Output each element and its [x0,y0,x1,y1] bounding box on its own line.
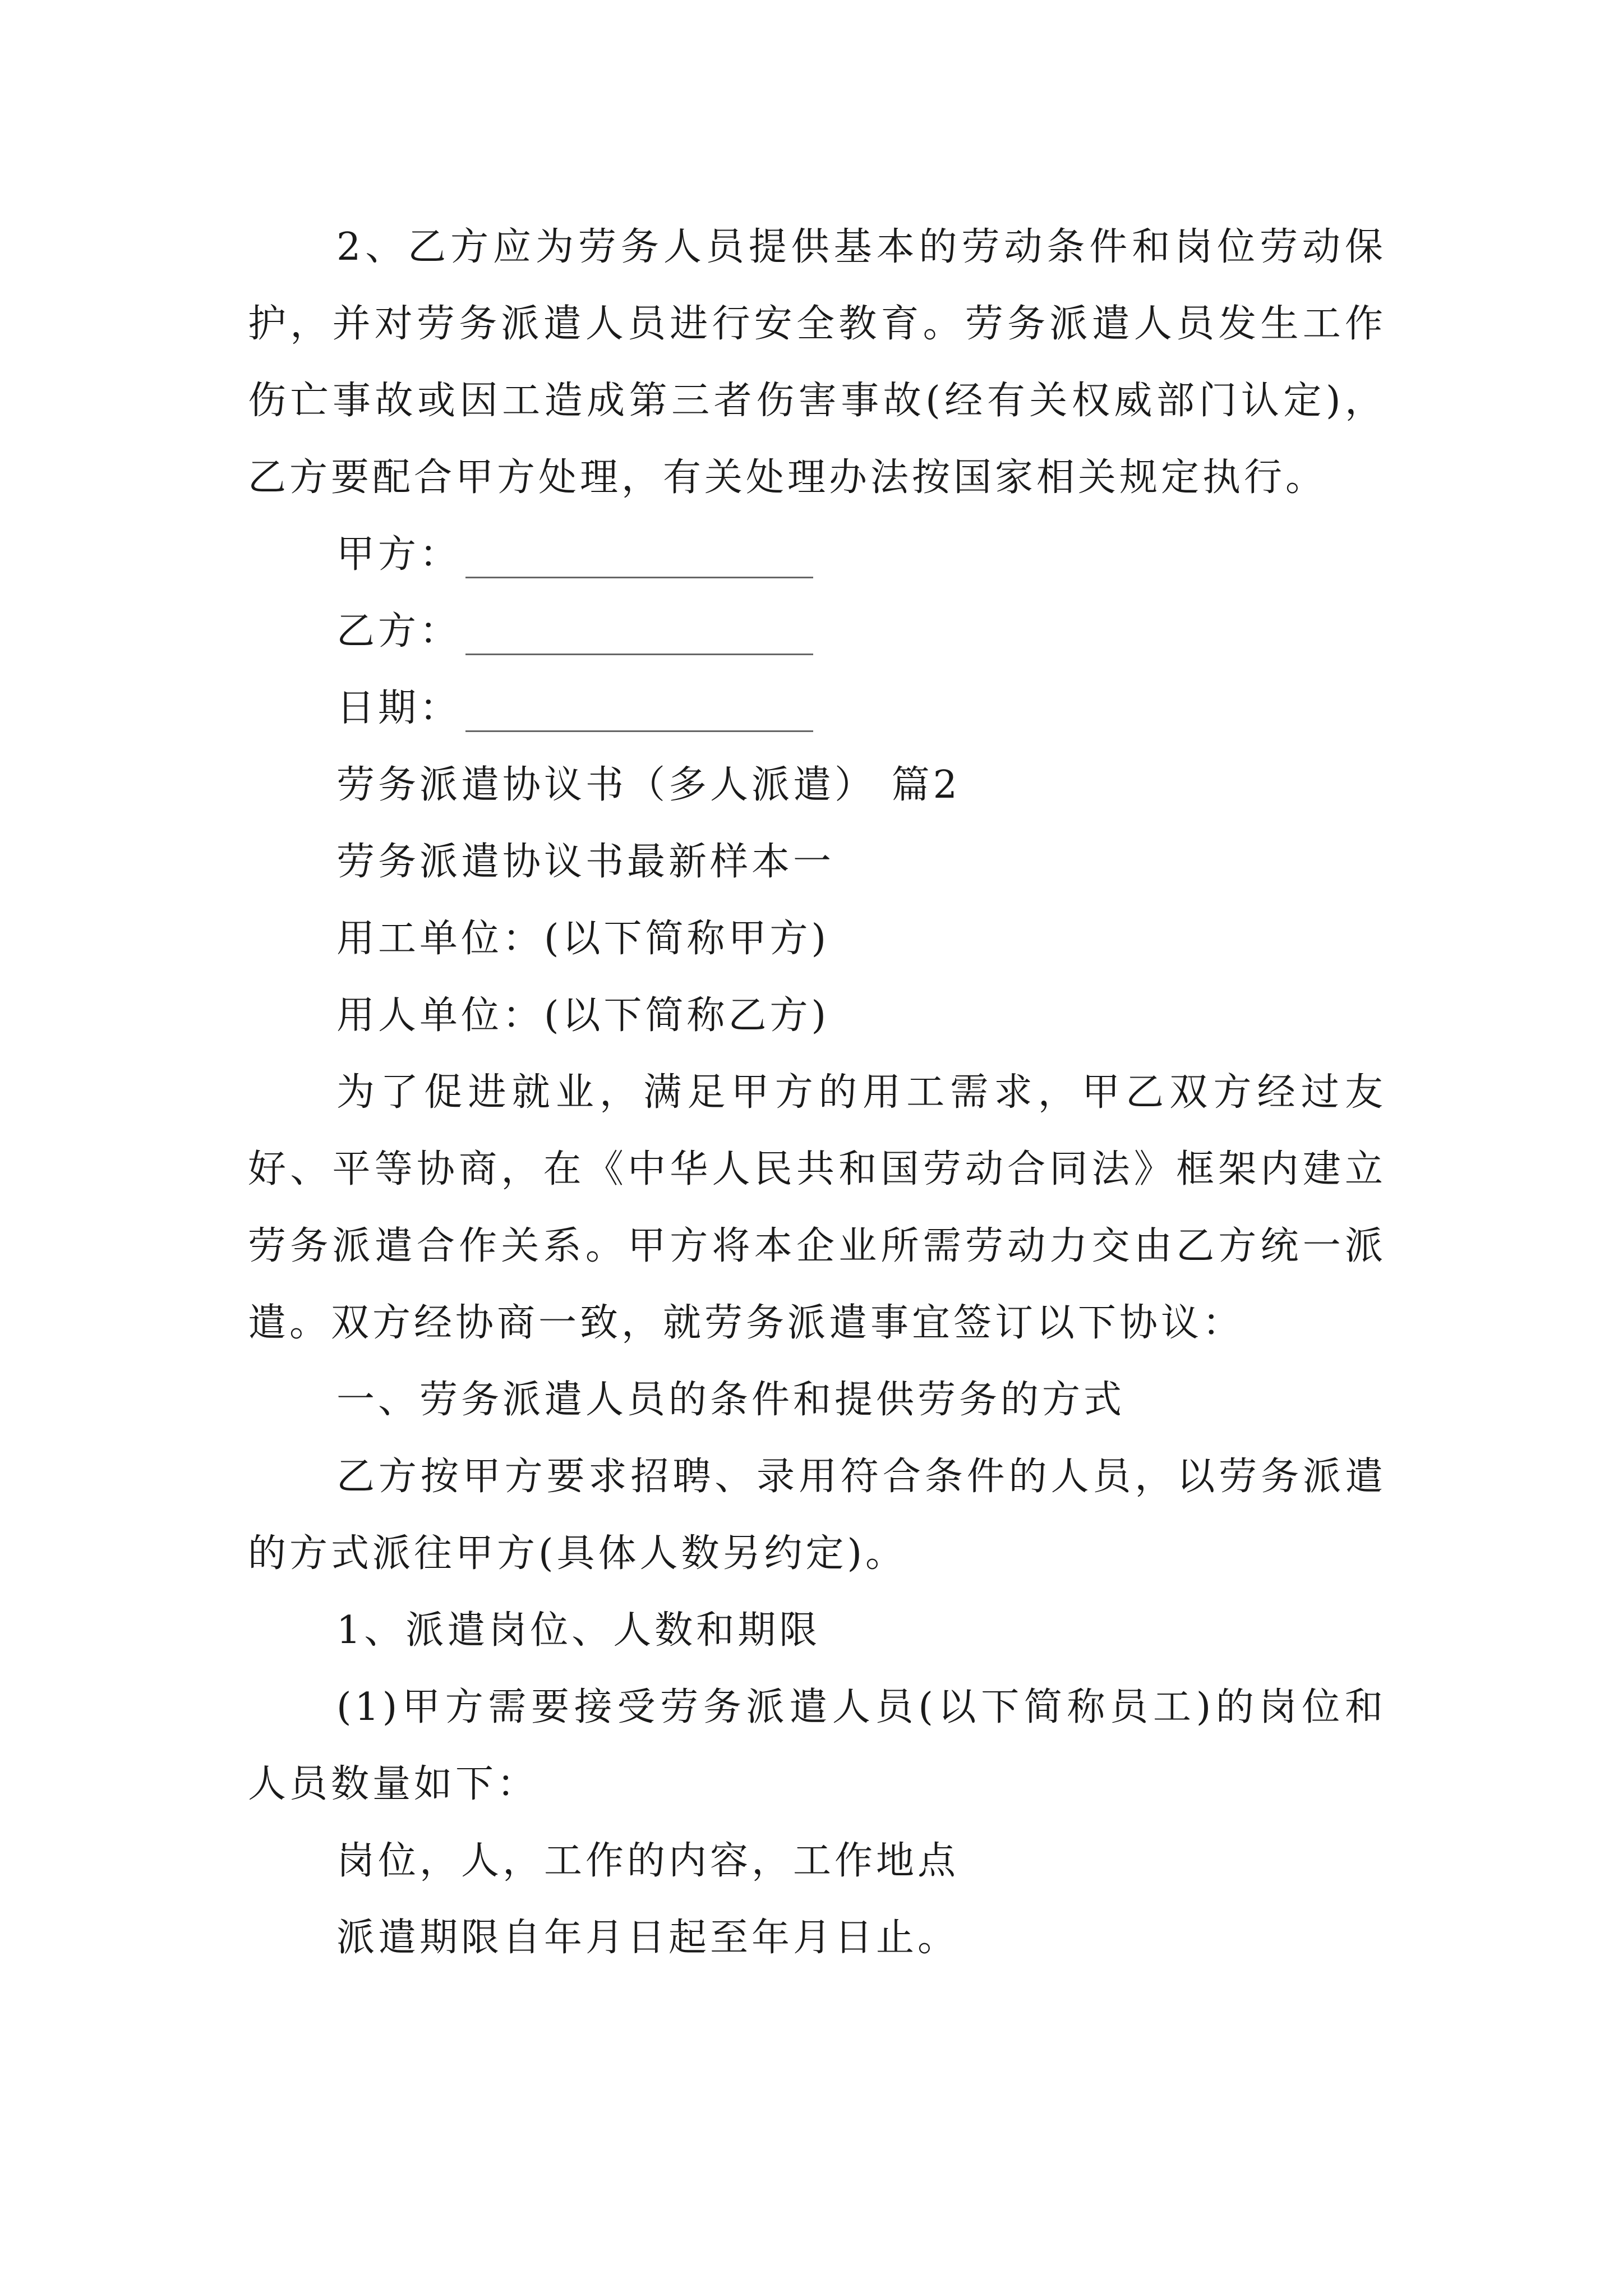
heading-1-paragraph: 乙方按甲方要求招聘、录用符合条件的人员，以劳务派遣的方式派往甲方(具体人数另约定)。 [248,1455,1386,1576]
heading-1: 一、劳务派遣人员的条件和提供劳务的方式 [336,1378,1126,1422]
item-1-paragraph: (1)甲方需要接受劳务派遣人员(以下简称员工)的岗位和人员数量如下： [248,1685,1386,1806]
position-line: 岗位，人，工作的内容，工作地点 [336,1839,960,1883]
term-line: 派遣期限自年月日起至年月日止。 [336,1916,960,1960]
intro-paragraph: 为了促进就业，满足甲方的用工需求，甲乙双方经过友好、平等协商，在《中华人民共和国劳动合同法》框架内建立劳务派遣合作关系。甲方将本企业所需劳动力交由乙方统一派遣。双方经协商一致，就劳务派遣事宜签订以下协议： [248,1070,1386,1345]
subheading-1: 1、派遣岗位、人数和期限 [336,1608,821,1653]
party-b-signature-row [248,593,1386,670]
provider-line: 用人单位：(以下简称乙方) [336,993,830,1038]
party-a-label: 甲方： [336,532,462,577]
section-title: 劳务派遣协议书（多人派遣） 篇2 [336,763,961,807]
clause-2-paragraph: 2、乙方应为劳务人员提供基本的劳动条件和岗位劳动保护，并对劳务派遣人员进行安全教育。劳务派遣人员发生工作伤亡事故或因工造成第三者伤害事故(经有关权威部门认定)，乙方要配合甲方处理，有关处理办法按国家相关规定执行。 [248,225,1386,500]
date-label: 日期： [336,686,462,730]
sample-title: 劳务派遣协议书最新样本一 [336,840,835,884]
party-a-blank-line [465,516,813,578]
party-b-label: 乙方： [336,609,462,654]
party-a-signature-row [248,516,1386,593]
date-blank-line [465,670,813,732]
document-body [248,209,1386,1976]
date-signature-row [248,670,1386,747]
party-b-blank-line [465,593,813,655]
employer-line: 用工单位：(以下简称甲方) [336,917,830,961]
